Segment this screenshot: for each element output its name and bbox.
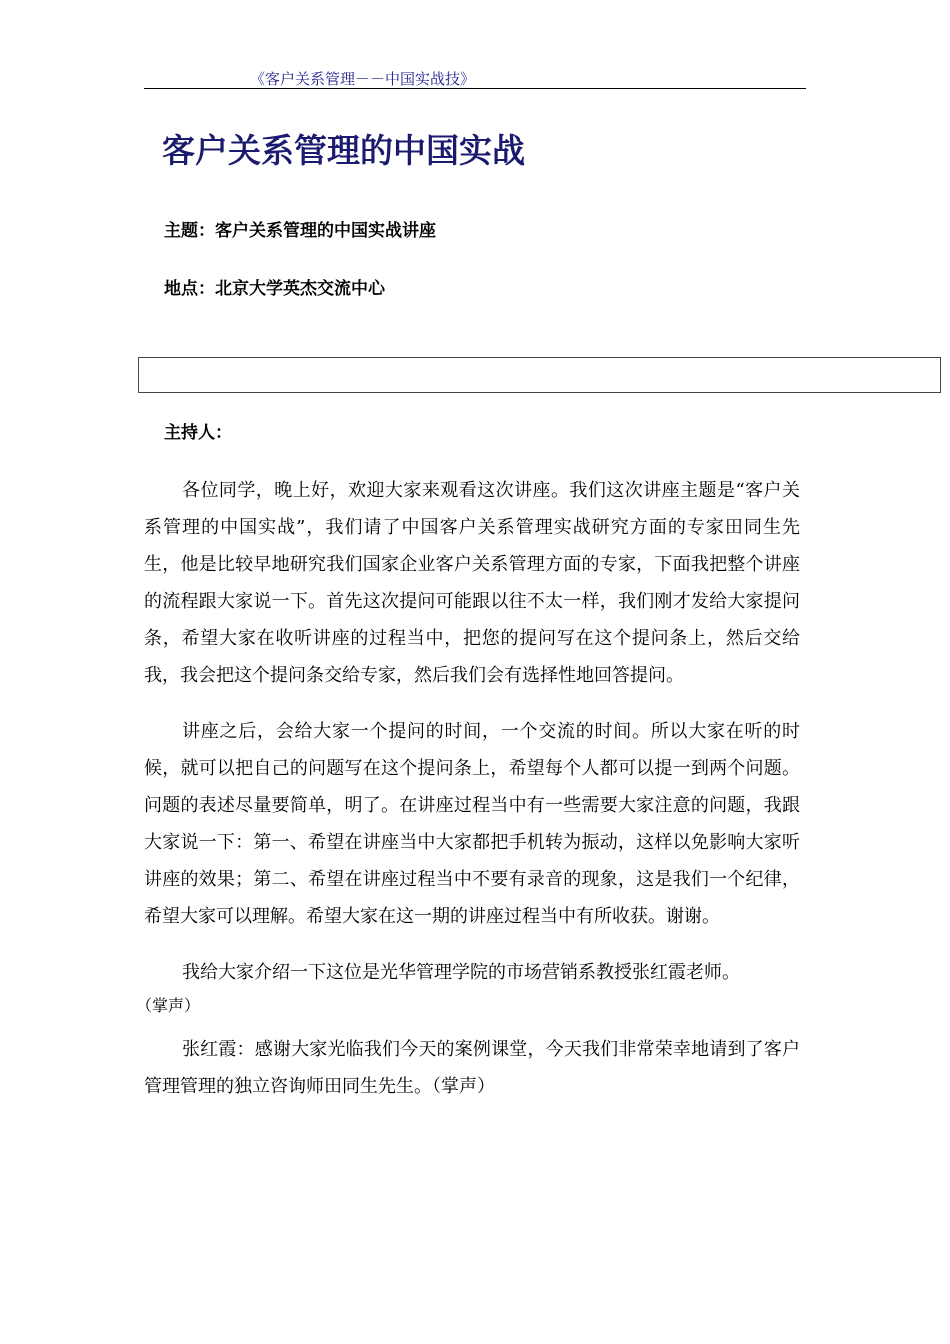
topic-line: 主题：客户关系管理的中国实战讲座 [164,221,436,241]
paragraph-3 [136,954,800,1021]
document-title: 客户关系管理的中国实战 [162,131,525,170]
paragraph-1: 各位同学，晚上好，欢迎大家来观看这次讲座。我们这次讲座主题是“客户关系管理的中国实战”，我们请了中国客户关系管理实战研究方面的专家田同生先生，他是比较早地研究我们国家企业客户关系管理方面的专家，下面我把整个讲座的流程跟大家说一下。首先这次提问可能跟以往不太一样，我们刚才发给大家提问条，希望大家在收听讲座的过程当中，把您的提问写在这个提问条上，然后交给我，我会把这个提问条交给专家，然后我们会有选择性地回答提问。 [144,480,800,686]
paragraph-3-text: 我给大家介绍一下这位是光华管理学院的市场营销系教授张红霞老师。 [182,962,740,983]
empty-text-box [138,357,941,393]
host-label: 主持人： [164,423,232,443]
header-rule [144,88,806,89]
paragraph-4: 张红霞：感谢大家光临我们今天的案例课堂，今天我们非常荣幸地请到了客户管理管理的独立咨询师田同生先生。（掌声） [144,1039,800,1097]
running-header: 《客户关系管理－－中国实战技》 [250,70,476,88]
applause-line: （掌声） [136,996,201,1015]
venue-line: 地点：北京大学英杰交流中心 [164,279,385,299]
paragraph-2: 讲座之后，会给大家一个提问的时间，一个交流的时间。所以大家在听的时候，就可以把自己的问题写在这个提问条上，希望每个人都可以提一到两个问题。问题的表述尽量要简单，明了。在讲座过程当中有一些需要大家注意的问题，我跟大家说一下：第一、希望在讲座当中大家都把手机转为振动，这样以免影响大家听讲座的效果；第二、希望在讲座过程当中不要有录音的现象，这是我们一个纪律，希望大家可以理解。希望大家在这一期的讲座过程当中有所收获。谢谢。 [144,721,800,927]
body-text [136,472,800,1124]
